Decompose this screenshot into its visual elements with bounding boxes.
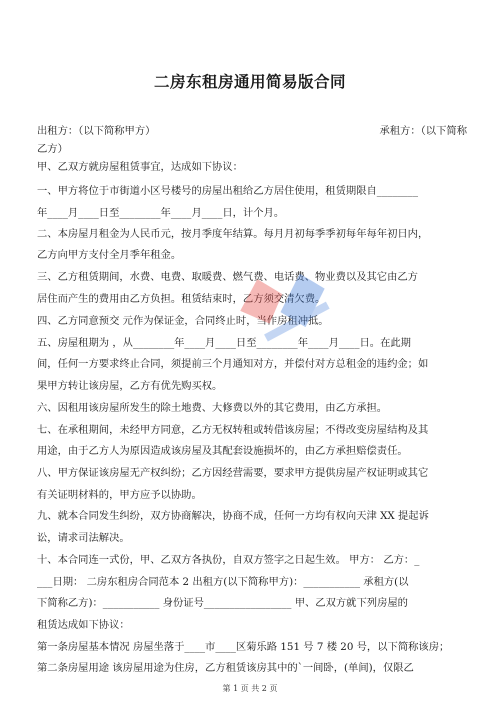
page-footer: 第 1 页 共 2 页 xyxy=(222,684,278,693)
paragraph-line: 下简称乙方)：___________ 身份证号_________________ 甲、乙双方就下列房屋的 xyxy=(37,597,408,609)
document-title: 二房东租房通用简易版合同 xyxy=(153,73,346,91)
paragraph-line: 五、房屋租期为 ，从________年____月____日至________年____月____日。在此期 xyxy=(37,337,411,349)
paragraph-line: 第一条房屋基本情况 房屋坐落于____市____区菊乐路 151 号 7 楼 20 号，以下简称该房； xyxy=(37,641,450,653)
paragraph-line: 租赁达成如下协议： xyxy=(37,619,130,631)
paragraph-line: 三、乙方租赁期间，水费、电费、取暖费、燃气费、电话费、物业费以及其它由乙方 xyxy=(37,271,418,283)
paragraph-line: 一、甲方将位于市街道小区号楼号的房屋出租给乙方居住使用，租赁期限自________ xyxy=(37,185,418,197)
paragraph-line: ___日期： 二房东租房合同范本 2 出租方(以下简称甲方)：___________ 承租方(以 xyxy=(37,576,409,588)
paragraph-line: 有关证明材料的，甲方应予以协助。 xyxy=(37,489,202,501)
paragraph-line: 九、就本合同发生纠纷，双方协商解决，协商不成，任何一方均有权向天津 XX 提起诉 xyxy=(37,510,429,522)
paragraph-line: 七、在承租期间，未经甲方同意，乙方无权转租或转借该房屋；不得改变房屋结构及其 xyxy=(37,424,429,436)
paragraph-line: 四、乙方同意预交 元作为保证金，合同终止时，当作房租冲抵。 xyxy=(37,315,329,327)
paragraph-line: 二、本房屋月租金为人民币元，按月季度年结算。每月月初每季季初每年每年初日内， xyxy=(37,228,429,240)
paragraph-line: 居住而产生的费用由乙方负担。租赁结束时，乙方须交清欠费。 xyxy=(37,293,326,305)
paragraph-line: 年____月____日至________年____月____日，计个月。 xyxy=(37,207,285,219)
paragraph-line: 乙方向甲方支付全月季年租金。 xyxy=(37,249,182,261)
paragraph-line: 间，任何一方要求终止合同，须提前三个月通知对方，并偿付对方总租金的违约金；如 xyxy=(37,358,429,370)
paragraph-line: 果甲方转让该房屋，乙方有优先购买权。 xyxy=(37,380,223,392)
paragraph-line: 第二条房屋用途 该房屋用途为住房，乙方租赁该房其中的`一间卧，(单间)，仅限乙 xyxy=(37,662,414,674)
paragraph-line: 乙方） xyxy=(37,143,68,155)
paragraph-line: 六、因租用该房屋所发生的除土地费、大修费以外的其它费用，由乙方承担。 xyxy=(37,402,388,414)
paragraph-line: 甲、乙双方就房屋租赁事宜，达成如下协议： xyxy=(37,161,243,173)
paragraph-line: 十、本合同连一式份，甲、乙双方各执份，自双方签字之日起生效。 甲方： 乙方：_ xyxy=(37,554,420,566)
party-b-label: 承租方：（以下简称 xyxy=(379,125,467,137)
paragraph-line: 讼，请求司法解决。 xyxy=(37,532,130,544)
paragraph-line: 用途，由于乙方人为原因造成该房屋及其配套设施损坏的，由乙方承担赔偿责任。 xyxy=(37,445,408,457)
party-a-line: 出租方：（以下简称甲方） xyxy=(37,125,156,137)
paragraph-line: 八、甲方保证该房屋无产权纠纷；乙方因经营需要，要求甲方提供房屋产权证明或其它 xyxy=(37,467,429,479)
